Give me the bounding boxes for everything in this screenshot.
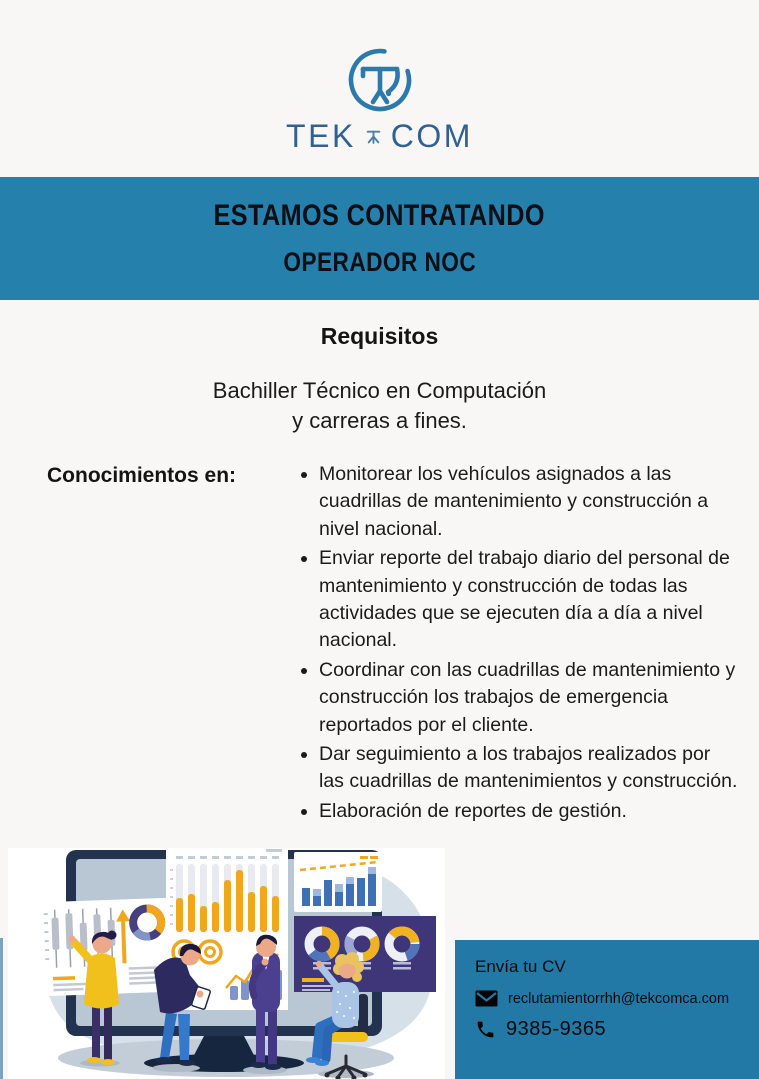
banner-job-title: OPERADOR NOC	[283, 247, 476, 277]
requirements-heading: Requisitos	[320, 323, 439, 349]
banner-title: ESTAMOS CONTRATANDO	[213, 199, 546, 232]
envelope-icon	[475, 990, 498, 1007]
donut-charts-panel	[294, 916, 436, 992]
knowledge-label: Conocimientos en:	[47, 464, 237, 487]
education-line1: Bachiller Técnico en Computación	[212, 378, 547, 403]
knowledge-item: • Enviar reporte del trabajo diario del personal de mantenimiento y construcción de todas las actividades que se ejecuten día a día a nivel nacional.	[319, 545, 738, 655]
contact-email: reclutamientorrhh@tekcomca.com	[508, 990, 730, 1007]
knowledge-item: • Coordinar con las cuadrillas de mantenimiento y construcción los trabajos de emergencia reportados por el cliente.	[319, 657, 738, 739]
education-requirement	[0, 376, 759, 436]
contact-email-row	[475, 990, 749, 1007]
knowledge-list	[300, 461, 738, 827]
education-line2: y carreras a fines.	[292, 408, 467, 433]
phone-handset-icon	[475, 1019, 496, 1040]
brand-wordmark	[0, 118, 759, 155]
knowledge-item: • Elaboración de reportes de gestión.	[319, 798, 738, 825]
knowledge-item: • Monitorear los vehículos asignados a las cuadrillas de mantenimiento y construcción a nivel nacional.	[319, 461, 738, 543]
brand-name-left: TEK	[286, 118, 356, 154]
contact-phone: 9385-9365	[506, 1018, 607, 1040]
contact-box	[455, 940, 759, 1079]
contact-phone-row	[475, 1018, 749, 1041]
logo-area	[0, 42, 759, 155]
contact-heading: Envía tu CV	[475, 957, 566, 976]
knowledge-item: • Dar seguimiento a los trabajos realizados por las cuadrillas de mantenimientos y construcción.	[319, 741, 738, 796]
antenna-icon	[365, 128, 382, 145]
hiring-banner	[0, 177, 759, 300]
stacked-bars-panel	[294, 852, 382, 912]
brand-name-right: COM	[390, 118, 473, 154]
team-analytics-illustration	[8, 848, 445, 1079]
tekcom-monogram-icon	[343, 42, 417, 116]
left-accent-strip	[0, 938, 3, 1079]
